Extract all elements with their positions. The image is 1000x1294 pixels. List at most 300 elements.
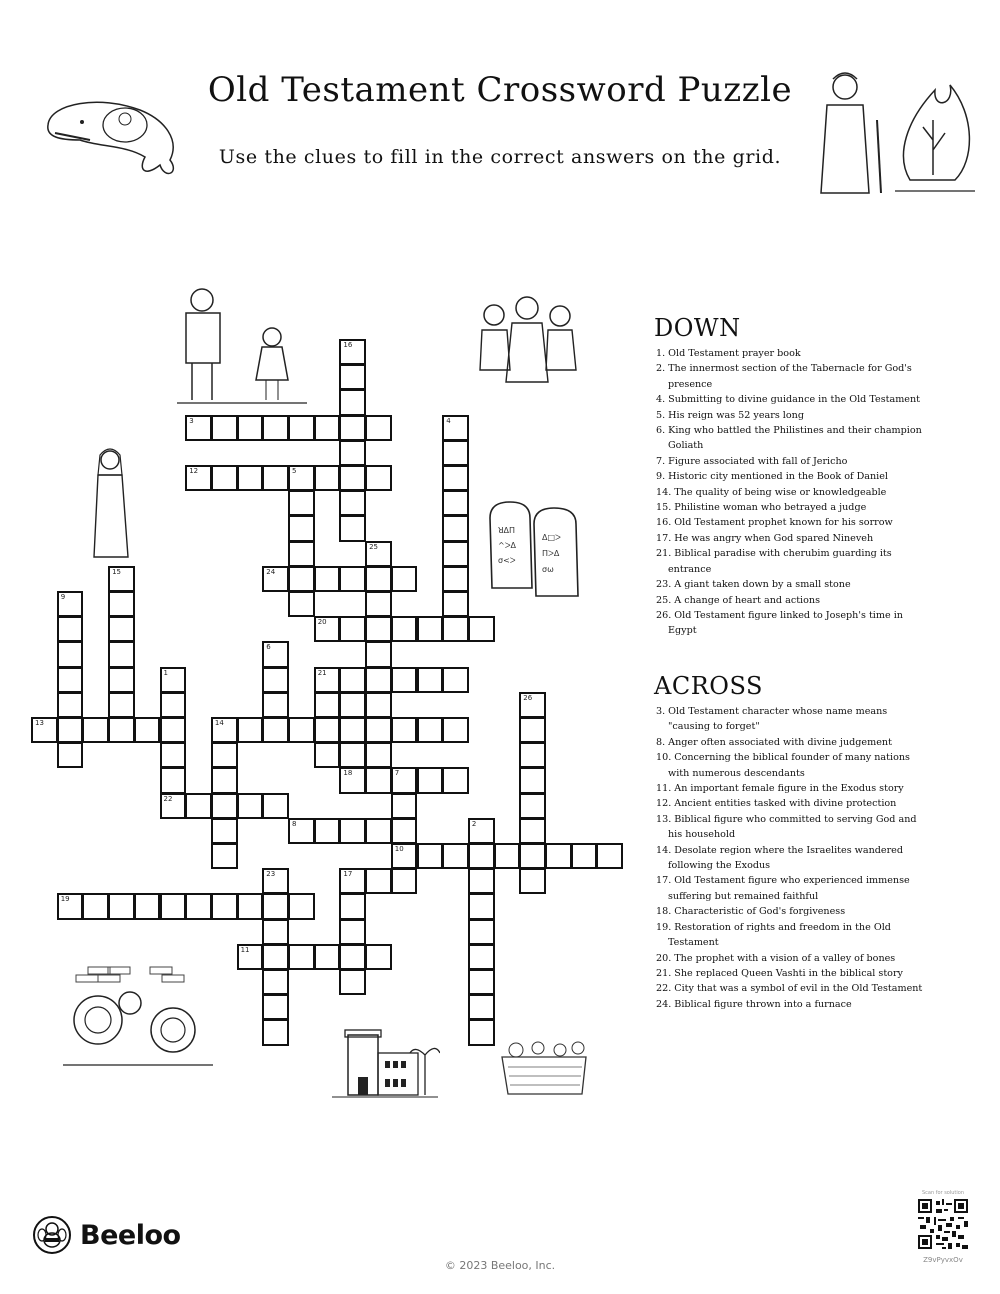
grid-cell[interactable] [314, 717, 341, 743]
grid-cell[interactable] [160, 667, 187, 693]
clue-number: 6 [266, 643, 271, 652]
clue-number: 25. [656, 594, 672, 606]
page-title: Old Testament Crossword Puzzle [207, 70, 793, 110]
grid-cell[interactable] [339, 969, 366, 995]
down-clue [654, 608, 924, 639]
grid-cell[interactable] [365, 692, 392, 718]
across-clue [654, 920, 924, 951]
qr-label: Scan for solution [921, 1190, 964, 1196]
grid-cell[interactable] [442, 490, 469, 516]
grid-cell[interactable] [365, 717, 392, 743]
grid-cell[interactable] [339, 389, 366, 415]
clue-text: Old Testament prayer book [668, 348, 801, 359]
down-clue [654, 500, 924, 515]
across-clue [654, 796, 924, 811]
grid-cell[interactable] [339, 893, 366, 919]
clue-number: 16 [343, 341, 353, 349]
down-clue [654, 361, 924, 392]
page-subtitle: Use the clues to fill in the correct answers on the grid. [218, 146, 782, 168]
clue-text: Ancient entities tasked with divine protection [674, 798, 897, 810]
grid-cell[interactable] [468, 944, 495, 970]
grid-cell[interactable] [417, 616, 444, 642]
grid-cell[interactable] [442, 515, 469, 541]
across-clues [654, 672, 924, 1012]
grid-cell[interactable] [262, 969, 289, 995]
clue-number: 5 [292, 467, 297, 475]
grid-cell[interactable] [339, 616, 366, 642]
grid-cell[interactable] [262, 793, 289, 819]
clue-number: 23. [656, 579, 672, 591]
grid-cell[interactable] [211, 465, 238, 491]
grid-cell[interactable] [160, 742, 187, 768]
grid-cell[interactable] [211, 717, 238, 743]
grid-cell[interactable] [339, 868, 366, 894]
grid-cell[interactable] [31, 717, 58, 743]
clue-number: 5. [656, 409, 666, 421]
grid-cell[interactable] [468, 994, 495, 1020]
grid-cell[interactable] [237, 793, 264, 819]
grid-cell[interactable] [237, 893, 264, 919]
grid-cell[interactable] [262, 717, 289, 743]
grid-cell[interactable] [365, 465, 392, 491]
down-clue [654, 423, 924, 454]
svg-text:σω: σω [542, 565, 554, 574]
clue-number: 19. [656, 921, 672, 933]
grid-cell[interactable] [339, 818, 366, 844]
grid-cell[interactable] [262, 994, 289, 1020]
grid-cell[interactable] [314, 566, 341, 592]
grid-cell[interactable] [262, 893, 289, 919]
grid-cell[interactable] [314, 415, 341, 441]
grid-cell[interactable] [288, 717, 315, 743]
grid-cell[interactable] [468, 616, 495, 642]
qr-code-icon [918, 1199, 968, 1249]
clue-number: 14. [656, 844, 672, 856]
grid-cell[interactable] [442, 616, 469, 642]
clue-text: City that was a symbol of evil in the Old Testament [674, 983, 923, 995]
grid-cell[interactable] [262, 868, 289, 894]
clue-text: He was angry when God spared Nineveh [674, 532, 874, 544]
grid-cell[interactable] [262, 1019, 289, 1045]
clue-text: An important female figure in the Exodus story [674, 783, 904, 795]
grid-cell[interactable] [108, 591, 135, 617]
whale-icon [40, 85, 188, 180]
grid-cell[interactable] [519, 843, 546, 869]
grid-cell[interactable] [262, 566, 289, 592]
across-clue [654, 966, 924, 981]
clue-number: 10. [656, 752, 672, 764]
across-clue [654, 735, 924, 750]
grid-cell[interactable] [160, 767, 187, 793]
grid-cell[interactable] [519, 717, 546, 743]
grid-cell[interactable] [211, 793, 238, 819]
across-clue [654, 812, 924, 843]
svg-text:ꓤΔΠ: ꓤΔΠ [498, 526, 516, 535]
down-clue [654, 515, 924, 530]
grid-cell[interactable] [468, 969, 495, 995]
grid-cell[interactable] [160, 717, 187, 743]
grid-cell[interactable] [185, 893, 212, 919]
grid-cell[interactable] [339, 415, 366, 441]
grid-cell[interactable] [519, 692, 546, 718]
grid-cell[interactable] [391, 843, 418, 869]
grid-cell[interactable] [417, 667, 444, 693]
grid-cell[interactable] [262, 692, 289, 718]
clue-number: 22. [656, 983, 672, 995]
clue-text: Anger often associated with divine judgement [668, 736, 892, 748]
grid-cell[interactable] [365, 742, 392, 768]
grid-cell[interactable] [185, 793, 212, 819]
grid-cell[interactable] [314, 692, 341, 718]
grid-cell[interactable] [82, 893, 109, 919]
grid-cell[interactable] [339, 767, 366, 793]
grid-cell[interactable] [519, 818, 546, 844]
clue-number: 7. [656, 455, 666, 467]
clue-text: Old Testament character whose name means "causing to forget" [668, 706, 888, 733]
across-clue [654, 997, 924, 1012]
grid-cell[interactable] [494, 843, 521, 869]
grid-cell[interactable] [442, 591, 469, 617]
grid-cell[interactable] [57, 667, 84, 693]
grid-cell[interactable] [57, 692, 84, 718]
grid-cell[interactable] [82, 717, 109, 743]
grid-cell[interactable] [442, 667, 469, 693]
grid-cell[interactable] [442, 843, 469, 869]
grid-cell[interactable] [237, 944, 264, 970]
grid-cell[interactable] [288, 515, 315, 541]
grid-cell[interactable] [288, 566, 315, 592]
clue-text: King who battled the Philistines and their champion Goliath [668, 425, 922, 452]
grid-cell[interactable] [391, 793, 418, 819]
grid-cell[interactable] [339, 717, 366, 743]
clue-text: Figure associated with fall of Jericho [668, 455, 848, 467]
clue-number: 3. [656, 706, 666, 717]
clue-number: 15. [656, 502, 672, 514]
grid-cell[interactable] [314, 465, 341, 491]
down-clue [654, 485, 924, 500]
grid-cell[interactable] [288, 591, 315, 617]
grid-cell[interactable] [468, 818, 495, 844]
grid-cell[interactable] [365, 818, 392, 844]
grid-cell[interactable] [288, 415, 315, 441]
grid-cell[interactable] [468, 919, 495, 945]
grid-cell[interactable] [339, 742, 366, 768]
clue-text: The innermost section of the Tabernacle for God's presence [668, 363, 912, 390]
clue-number: 7 [394, 769, 400, 778]
across-clue [654, 781, 924, 796]
grid-cell[interactable] [237, 465, 264, 491]
down-clues [654, 314, 924, 639]
grid-cell[interactable] [314, 616, 341, 642]
grid-cell[interactable] [468, 868, 495, 894]
clue-text: Biblical figure who committed to serving God and his household [668, 813, 917, 841]
grid-cell[interactable] [262, 944, 289, 970]
grid-cell[interactable] [442, 465, 469, 491]
clue-number: 26. [656, 609, 672, 621]
clue-text: Restoration of rights and freedom in the Old Testament [668, 921, 891, 949]
grid-cell[interactable] [545, 843, 572, 869]
grid-cell[interactable] [442, 767, 469, 793]
grid-cell[interactable] [57, 641, 84, 667]
grid-cell[interactable] [365, 541, 392, 567]
svg-text:ΠᐳΔ: ΠᐳΔ [542, 549, 560, 558]
down-clue [654, 392, 924, 407]
grid-cell[interactable] [211, 843, 238, 869]
grid-cell[interactable] [468, 893, 495, 919]
clue-number: 24. [656, 998, 672, 1010]
grid-cell[interactable] [211, 767, 238, 793]
grid-cell[interactable] [108, 893, 135, 919]
across-clue [654, 843, 924, 874]
grid-cell[interactable] [365, 868, 392, 894]
grid-cell[interactable] [108, 641, 135, 667]
grid-cell[interactable] [108, 566, 135, 592]
clue-number: 18 [343, 769, 353, 778]
clue-number: 17. [656, 875, 672, 887]
svg-text:^ᐳΔ: ^ᐳΔ [498, 541, 517, 550]
grid-cell[interactable] [160, 893, 187, 919]
grid-cell[interactable] [391, 818, 418, 844]
grid-cell[interactable] [211, 742, 238, 768]
clue-number: 4. [656, 394, 666, 406]
clue-number: 8 [292, 819, 297, 828]
clue-number: 11. [656, 783, 672, 795]
grid-cell[interactable] [288, 944, 315, 970]
grid-cell[interactable] [339, 944, 366, 970]
grid-cell[interactable] [211, 415, 238, 441]
clue-text: Biblical paradise with cherubim guarding its entrance [668, 548, 892, 575]
clue-number: 2. [656, 363, 666, 375]
clue-number: 20. [656, 952, 672, 964]
down-clue [654, 346, 924, 361]
clue-number: 2 [471, 819, 477, 828]
clue-number: 14 [214, 719, 224, 727]
svg-text:σ<ᐳ: σ<ᐳ [498, 556, 516, 565]
grid-cell[interactable] [339, 515, 366, 541]
grid-cell[interactable] [339, 566, 366, 592]
clue-number: 3 [189, 416, 194, 425]
grid-cell[interactable] [160, 692, 187, 718]
down-clue [654, 577, 924, 592]
clue-number: 1 [163, 668, 168, 677]
clue-number: 6. [656, 425, 666, 437]
grid-cell[interactable] [339, 339, 366, 365]
grid-cell[interactable] [288, 893, 315, 919]
grid-cell[interactable] [365, 566, 392, 592]
grid-cell[interactable] [314, 742, 341, 768]
grid-cell[interactable] [391, 868, 418, 894]
clue-number: 11 [240, 945, 250, 954]
clue-number: 14. [656, 486, 672, 498]
grid-cell[interactable] [108, 692, 135, 718]
down-clue [654, 593, 924, 608]
grid-cell[interactable] [160, 793, 187, 819]
grid-cell[interactable] [365, 944, 392, 970]
clue-number: 25 [369, 542, 379, 551]
down-clue [654, 408, 924, 423]
grid-cell[interactable] [185, 415, 212, 441]
across-heading: ACROSS [654, 672, 763, 700]
svg-text:Δ□ᐳ: Δ□ᐳ [542, 533, 561, 542]
clue-text: Submitting to divine guidance in the Old Testament [668, 394, 920, 406]
grid-cell[interactable] [57, 717, 84, 743]
clue-number: 13. [656, 813, 672, 825]
grid-cell[interactable] [108, 667, 135, 693]
grid-cell[interactable] [391, 616, 418, 642]
qr-code-text: Z9vPyvxOv [923, 1256, 963, 1264]
grid-cell[interactable] [57, 591, 84, 617]
grid-cell[interactable] [468, 1019, 495, 1045]
grid-cell[interactable] [391, 667, 418, 693]
grid-cell[interactable] [339, 667, 366, 693]
grid-cell[interactable] [57, 742, 84, 768]
across-clue [654, 951, 924, 966]
clue-text: A giant taken down by a small stone [674, 579, 851, 591]
clue-number: 23 [266, 870, 276, 879]
clue-number: 12 [189, 467, 199, 475]
grid-cell[interactable] [262, 667, 289, 693]
clue-text: She replaced Queen Vashti in the biblical story [674, 967, 903, 979]
clue-text: Concerning the biblical founder of many nations with numerous descendants [668, 752, 910, 779]
clue-number: 17. [656, 532, 672, 544]
across-clue [654, 873, 924, 904]
grid-cell[interactable] [417, 767, 444, 793]
grid-cell[interactable] [391, 717, 418, 743]
clue-number: 1. [656, 348, 666, 359]
grid-cell[interactable] [185, 465, 212, 491]
grid-cell[interactable] [365, 667, 392, 693]
across-clue [654, 904, 924, 919]
grid-cell[interactable] [365, 641, 392, 667]
grid-cell[interactable] [108, 616, 135, 642]
grid-cell[interactable] [314, 944, 341, 970]
grid-cell[interactable] [519, 868, 546, 894]
grid-cell[interactable] [288, 465, 315, 491]
clue-number: 21. [656, 548, 672, 560]
grid-cell[interactable] [519, 742, 546, 768]
down-heading: DOWN [654, 314, 741, 342]
grid-cell[interactable] [365, 616, 392, 642]
grid-cell[interactable] [519, 793, 546, 819]
down-clue [654, 454, 924, 469]
clue-text: The quality of being wise or knowledgeable [674, 486, 887, 498]
grid-cell[interactable] [365, 415, 392, 441]
clue-number: 16. [656, 517, 672, 529]
clue-number: 26 [523, 693, 533, 702]
clue-number: 21 [317, 668, 327, 677]
grid-cell[interactable] [339, 692, 366, 718]
grid-cell[interactable] [365, 767, 392, 793]
grid-cell[interactable] [442, 717, 469, 743]
across-clue [654, 981, 924, 996]
clue-number: 17 [343, 870, 353, 879]
grid-cell[interactable] [314, 818, 341, 844]
clue-number: 12. [656, 798, 672, 810]
clue-text: A change of heart and actions [674, 594, 820, 606]
grid-cell[interactable] [134, 717, 161, 743]
grid-cell[interactable] [442, 566, 469, 592]
clue-number: 4 [446, 416, 451, 425]
grid-cell[interactable] [108, 717, 135, 743]
grid-cell[interactable] [339, 440, 366, 466]
clue-text: Biblical figure thrown into a furnace [674, 998, 852, 1010]
grid-cell[interactable] [262, 415, 289, 441]
down-clue [654, 546, 924, 577]
brand-name: Beeloo [80, 1219, 181, 1251]
clue-number: 21. [656, 967, 672, 979]
clue-text: Philistine woman who betrayed a judge [674, 502, 867, 514]
clue-number: 8. [656, 736, 666, 748]
grid-cell[interactable] [314, 667, 341, 693]
grid-cell[interactable] [391, 767, 418, 793]
grid-cell[interactable] [339, 490, 366, 516]
clue-number: 9 [60, 593, 66, 601]
grid-cell[interactable] [134, 893, 161, 919]
clue-text: Old Testament prophet known for his sorrow [674, 517, 893, 529]
grid-cell[interactable] [339, 465, 366, 491]
grid-cell[interactable] [288, 541, 315, 567]
bee-icon [32, 1215, 72, 1255]
grid-cell[interactable] [211, 818, 238, 844]
grid-cell[interactable] [288, 818, 315, 844]
grid-cell[interactable] [339, 364, 366, 390]
grid-cell[interactable] [57, 893, 84, 919]
grid-cell[interactable] [596, 843, 623, 869]
grid-cell[interactable] [442, 541, 469, 567]
grid-cell[interactable] [339, 919, 366, 945]
grid-cell[interactable] [57, 616, 84, 642]
clue-text: Desolate region where the Israelites wandered following the Exodus [668, 844, 903, 872]
grid-cell[interactable] [365, 591, 392, 617]
clue-text: Historic city mentioned in the Book of Daniel [668, 471, 888, 483]
solution-qr[interactable] [912, 1190, 974, 1264]
clue-number: 24 [266, 567, 276, 576]
clue-text: His reign was 52 years long [668, 409, 804, 421]
clue-number: 18. [656, 906, 672, 918]
clue-number: 19 [60, 895, 70, 904]
grid-cell[interactable] [211, 893, 238, 919]
clue-number: 9. [656, 471, 666, 483]
grid-cell[interactable] [262, 641, 289, 667]
grid-cell[interactable] [237, 415, 264, 441]
clue-text: The prophet with a vision of a valley of bones [674, 952, 896, 964]
grid-cell[interactable] [262, 919, 289, 945]
grid-cell[interactable] [468, 843, 495, 869]
clue-number: 13 [35, 719, 44, 727]
prophet-burning-bush-icon [815, 65, 980, 195]
across-clue [654, 750, 924, 781]
grid-cell[interactable] [417, 717, 444, 743]
grid-cell[interactable] [519, 767, 546, 793]
grid-cell[interactable] [442, 440, 469, 466]
across-clue [654, 704, 924, 735]
clue-text: Characteristic of God's forgiveness [674, 906, 846, 918]
clue-number: 20 [317, 618, 327, 627]
grid-cell[interactable] [417, 843, 444, 869]
grid-cell[interactable] [288, 490, 315, 516]
clue-number: 15 [112, 567, 122, 576]
grid-cell[interactable] [391, 566, 418, 592]
grid-cell[interactable] [237, 717, 264, 743]
clue-number: 22 [163, 794, 173, 803]
down-clue [654, 469, 924, 484]
grid-cell[interactable] [442, 415, 469, 441]
clue-number: 10 [394, 845, 404, 853]
clue-text: Old Testament figure who experienced immense suffering but remained faithful [668, 875, 910, 902]
grid-cell[interactable] [571, 843, 598, 869]
grid-cell[interactable] [262, 465, 289, 491]
copyright: © 2023 Beeloo, Inc. [444, 1259, 556, 1272]
